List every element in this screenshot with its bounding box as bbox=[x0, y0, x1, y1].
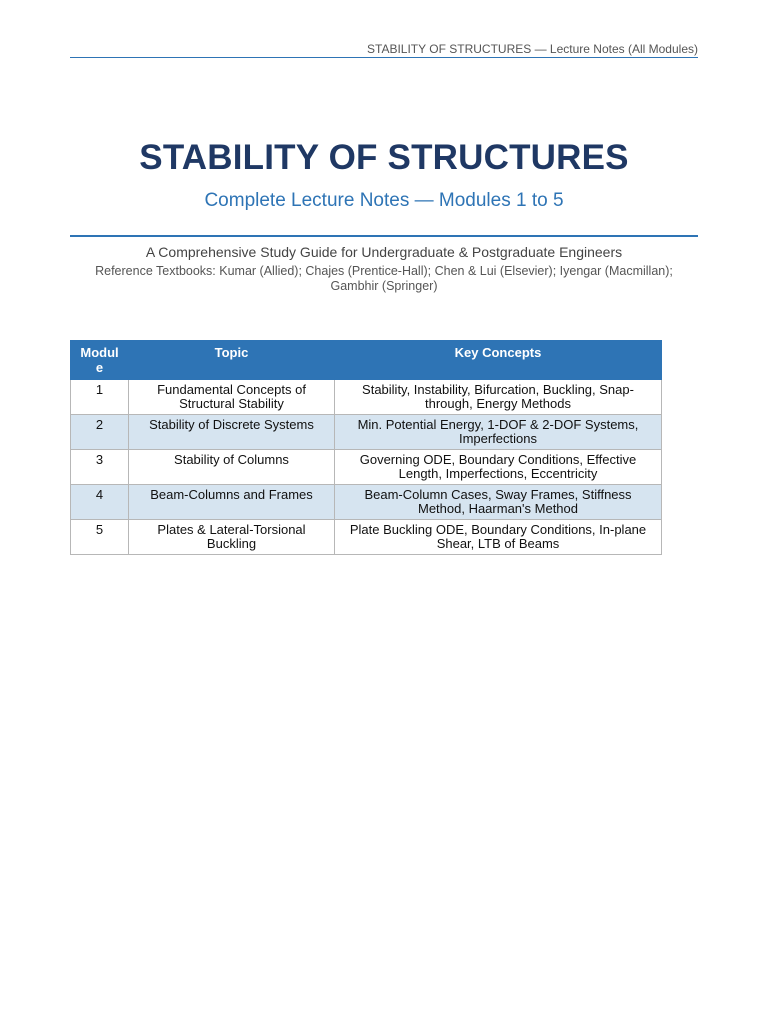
header-divider bbox=[70, 57, 698, 58]
header-key-concepts: Key Concepts bbox=[335, 341, 662, 380]
modules-table bbox=[70, 340, 662, 555]
module-number: 2 bbox=[71, 415, 129, 450]
module-key-concepts: Governing ODE, Boundary Conditions, Effective Length, Imperfections, Eccentricity bbox=[335, 450, 662, 485]
table-row bbox=[71, 415, 662, 450]
header-topic: Topic bbox=[129, 341, 335, 380]
module-number: 4 bbox=[71, 485, 129, 520]
module-key-concepts: Min. Potential Energy, 1-DOF & 2-DOF Systems, Imperfections bbox=[335, 415, 662, 450]
table-row bbox=[71, 485, 662, 520]
running-header: STABILITY OF STRUCTURES — Lecture Notes (All Modules) bbox=[367, 42, 698, 56]
study-guide-line: A Comprehensive Study Guide for Undergraduate & Postgraduate Engineers bbox=[145, 244, 623, 260]
module-topic: Stability of Discrete Systems bbox=[129, 415, 335, 450]
table-row bbox=[71, 450, 662, 485]
table-row bbox=[71, 520, 662, 555]
module-key-concepts: Stability, Instability, Bifurcation, Buckling, Snap-through, Energy Methods bbox=[335, 380, 662, 415]
reference-textbooks: Reference Textbooks: Kumar (Allied); Chajes (Prentice-Hall); Chen & Lui (Elsevier); Iyengar (Macmillan); Gambhir (Springer) bbox=[95, 264, 673, 293]
document-title: STABILITY OF STRUCTURES bbox=[139, 138, 629, 177]
module-topic: Plates & Lateral-Torsional Buckling bbox=[129, 520, 335, 555]
header-module: Modul e bbox=[71, 341, 129, 380]
module-number: 5 bbox=[71, 520, 129, 555]
module-key-concepts: Plate Buckling ODE, Boundary Conditions, In-plane Shear, LTB of Beams bbox=[335, 520, 662, 555]
module-number: 3 bbox=[71, 450, 129, 485]
module-key-concepts: Beam-Column Cases, Sway Frames, Stiffness Method, Haarman's Method bbox=[335, 485, 662, 520]
module-topic: Beam-Columns and Frames bbox=[129, 485, 335, 520]
module-topic: Stability of Columns bbox=[129, 450, 335, 485]
title-divider bbox=[70, 235, 698, 237]
table-row bbox=[71, 380, 662, 415]
document-subtitle: Complete Lecture Notes — Modules 1 to 5 bbox=[204, 190, 564, 211]
module-number: 1 bbox=[71, 380, 129, 415]
table-header-row bbox=[71, 341, 662, 380]
module-topic: Fundamental Concepts of Structural Stability bbox=[129, 380, 335, 415]
